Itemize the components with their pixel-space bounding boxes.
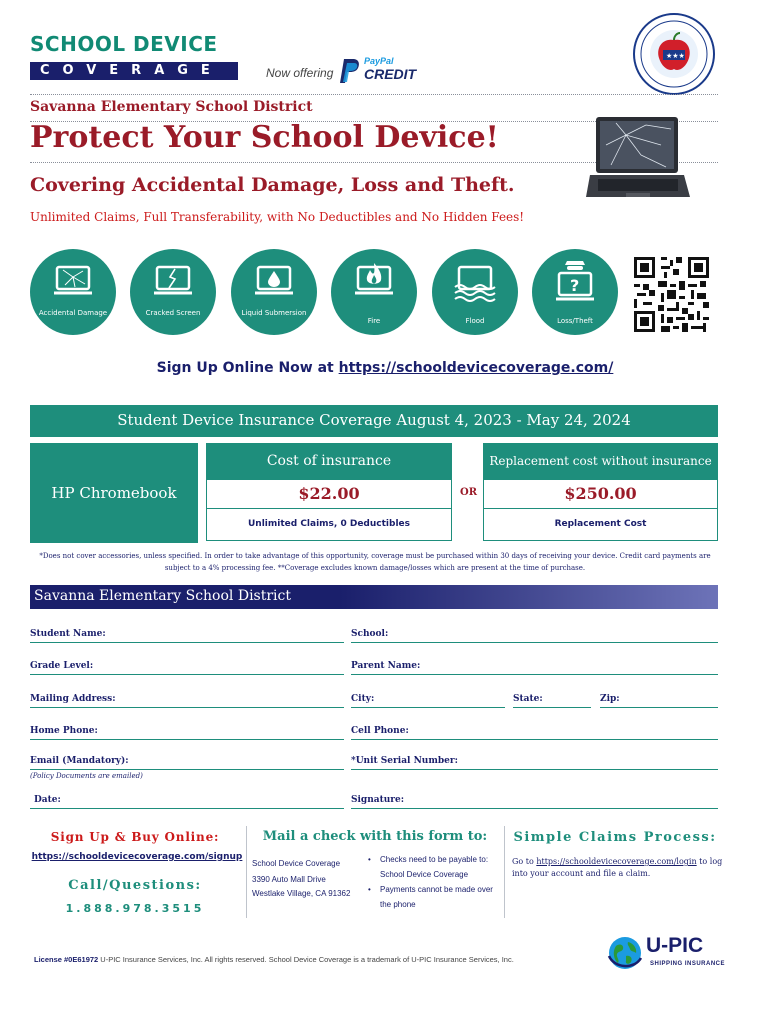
signature-label: Signature:: [351, 795, 405, 805]
claims-heading: Simple Claims Process:: [513, 830, 717, 845]
payment-note: School Device Coverage: [380, 870, 469, 879]
phone-number[interactable]: 1.888.978.3515: [65, 902, 205, 915]
bullet-icon: •: [368, 855, 371, 864]
logo-coverage: COVERAGE: [30, 62, 238, 80]
payment-note: Payments cannot be made over: [380, 885, 493, 894]
cracked-screen-badge: [130, 249, 216, 335]
email-field[interactable]: [30, 769, 344, 770]
upic-tagline: SHIPPING INSURANCE: [650, 961, 726, 967]
cost-header: Cost of insurance: [206, 443, 452, 479]
replacement-value: $250.00: [564, 484, 637, 503]
state-label: State:: [513, 694, 543, 704]
date-label: Date:: [34, 795, 61, 805]
mailing-address-field[interactable]: [30, 707, 344, 708]
paypal-label: PayPal: [364, 56, 394, 66]
serial-label: *Unit Serial Number:: [351, 756, 458, 766]
thief-icon: [555, 255, 595, 305]
parent-name-field[interactable]: [351, 674, 718, 675]
call-heading: Call/Questions:: [68, 878, 202, 893]
form-title: Savanna Elementary School District: [34, 588, 291, 604]
claims-prefix: Go to: [512, 857, 537, 866]
logo-school-device: SCHOOL DEVICE: [30, 32, 218, 56]
mailing-address-label: Mailing Address:: [30, 694, 116, 704]
cracked-laptop-icon: [53, 265, 93, 301]
column-divider: [246, 826, 247, 918]
school-label: School:: [351, 629, 389, 639]
svg-text:★★★: ★★★: [666, 52, 685, 60]
cost-footer: Unlimited Claims, 0 Deductibles: [206, 509, 452, 541]
claims-instructions: [512, 856, 732, 880]
student-name-field[interactable]: [30, 642, 344, 643]
or-label: OR: [460, 487, 478, 498]
zip-label: Zip:: [600, 694, 620, 704]
parent-name-label: Parent Name:: [351, 661, 421, 671]
grade-level-field[interactable]: [30, 674, 344, 675]
city-label: City:: [351, 694, 375, 704]
tagline: Unlimited Claims, Full Transferability, with No Deductibles and No Hidden Fees!: [30, 210, 525, 224]
replacement-header: Replacement cost without insurance: [483, 443, 718, 479]
claims-suffix: to log into your account and file a claim.: [512, 857, 723, 878]
home-phone-label: Home Phone:: [30, 726, 98, 736]
signup-url-link[interactable]: https://schooldevicecoverage.com/signup: [31, 852, 243, 862]
signature-field[interactable]: [351, 808, 718, 809]
date-field[interactable]: [30, 808, 344, 809]
water-drop-icon: [254, 265, 294, 301]
claims-login-link[interactable]: https://schooldevicecoverage.com/login: [536, 857, 697, 866]
peril-label: Accidental Damage: [38, 309, 108, 317]
divider: [30, 94, 718, 95]
cell-phone-field[interactable]: [351, 739, 718, 740]
zip-field[interactable]: [600, 707, 718, 708]
license-number: License #0E61972: [34, 955, 99, 964]
district-seal-icon: [632, 12, 716, 96]
grade-level-label: Grade Level:: [30, 661, 94, 671]
subtitle: Covering Accidental Damage, Loss and Theft.: [30, 174, 515, 196]
peril-label: Fire: [367, 317, 381, 325]
state-field[interactable]: [513, 707, 591, 708]
upic-globe-icon: [606, 934, 644, 972]
payment-note: the phone: [380, 900, 416, 909]
cost-value: $22.00: [298, 484, 360, 503]
device-name: HP Chromebook: [30, 443, 198, 543]
paypal-credit-label: CREDIT: [364, 66, 417, 82]
svg-text:?: ?: [570, 276, 580, 295]
school-field[interactable]: [351, 642, 718, 643]
accidental-damage-badge: [30, 249, 116, 335]
signup-prefix: Sign Up Online Now at: [156, 360, 339, 376]
paypal-logo-icon: [338, 58, 362, 84]
student-name-label: Student Name:: [30, 629, 106, 639]
district-name: Savanna Elementary School District: [30, 99, 313, 115]
address-line: Westlake Village, CA 91362: [252, 889, 351, 898]
payment-note: Checks need to be payable to:: [380, 855, 489, 864]
column-divider: [504, 826, 505, 918]
fire-badge: [331, 249, 417, 335]
email-label: Email (Mandatory):: [30, 756, 129, 766]
signup-heading: Sign Up & Buy Online:: [50, 830, 220, 844]
peril-label: Cracked Screen: [145, 309, 201, 317]
signup-link[interactable]: https://schooldevicecoverage.com/: [338, 360, 614, 376]
address-line: 3390 Auto Mall Drive: [252, 875, 326, 884]
page-title: Protect Your School Device!: [30, 120, 499, 155]
license-text: [34, 955, 514, 964]
broken-laptop-image: [586, 115, 690, 205]
address-line: School Device Coverage: [252, 859, 341, 868]
replacement-footer: Replacement Cost: [483, 509, 718, 541]
policy-note: (Policy Documents are emailed): [30, 772, 143, 780]
flood-icon: [453, 265, 497, 305]
mail-heading: Mail a check with this form to:: [262, 829, 488, 844]
coverage-title: Student Device Insurance Coverage August 4, 2023 - May 24, 2024: [117, 411, 631, 429]
liquid-submersion-badge: [231, 249, 317, 335]
peril-label: Liquid Submersion: [241, 309, 307, 317]
serial-field[interactable]: [351, 769, 718, 770]
license-statement: U-PIC Insurance Services, Inc. All rights reserved. School Device Coverage is a trademark of U-PIC Insurance Services, Inc.: [98, 955, 514, 964]
home-phone-field[interactable]: [30, 739, 344, 740]
disclaimer: *Does not cover accessories, unless specified. In order to take advantage of this opportunity, coverage must be purchased within 30 days of receiving your device. Credit card payments are subject to a 4% processing fee. **Coverage excludes known damage/losses which are present at the time of purchase.: [39, 552, 711, 572]
upic-logo-text: U-PIC: [646, 934, 704, 957]
now-offering-text: Now offering: [266, 66, 334, 80]
cracked-screen-icon: [153, 265, 193, 301]
flood-badge: [432, 249, 518, 335]
fire-icon: [354, 261, 394, 301]
bullet-icon: •: [368, 885, 371, 894]
qr-code-icon[interactable]: [634, 257, 709, 332]
peril-label: Flood: [465, 317, 485, 325]
loss-theft-badge: [532, 249, 618, 335]
city-field[interactable]: [351, 707, 505, 708]
cell-phone-label: Cell Phone:: [351, 726, 409, 736]
peril-label: Loss/Theft: [557, 317, 593, 325]
signup-banner: [0, 360, 770, 376]
